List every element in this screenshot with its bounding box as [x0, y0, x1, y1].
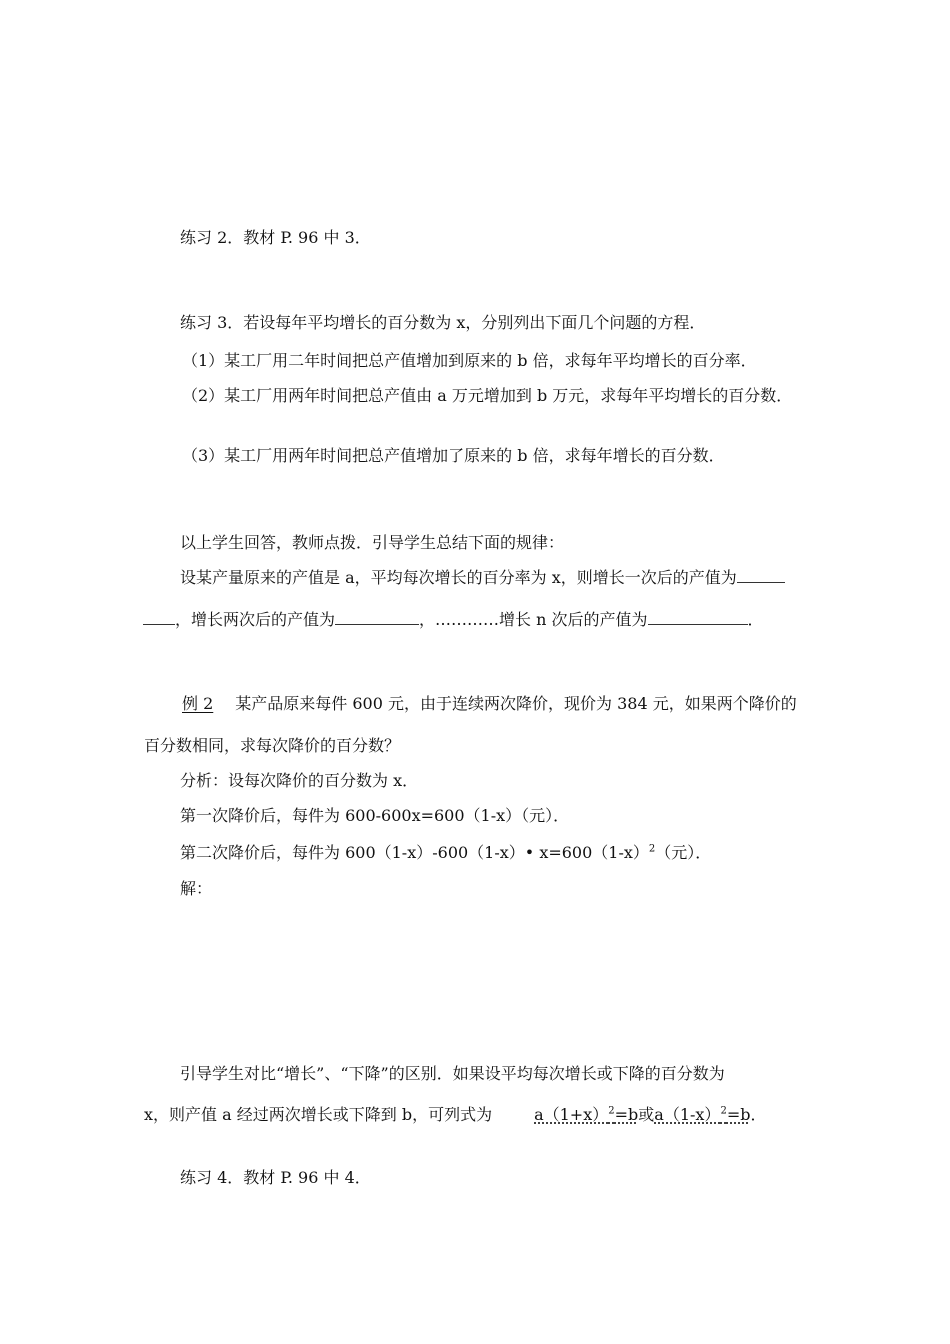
formula-decline-base: a（1-x） — [654, 1105, 721, 1124]
summary-intro: 以上学生回答，教师点拨．引导学生总结下面的规律： — [180, 533, 565, 552]
example-2-step-2-text: 第二次降价后，每件为 600（1-x）-600（1-x）• x=600（1-x） — [180, 843, 649, 862]
rule-line-1 — [180, 568, 785, 588]
answer-blank-second[interactable] — [335, 610, 419, 625]
example-2-label: 例 2 — [182, 694, 214, 713]
example-2-analysis: 分析：设每次降价的百分数为 x． — [180, 771, 419, 790]
practice-4: 练习 4．教材 P. 96 中 4． — [180, 1168, 371, 1187]
answer-blank-first[interactable] — [737, 568, 785, 583]
example-2-step-2 — [180, 843, 711, 863]
practice-3-question-3: （3）某工厂用两年时间把总产值增加了原来的 b 倍，求每年增长的百分数． — [182, 446, 725, 465]
example-2-solution: 解： — [180, 879, 213, 898]
rule-text-2-end: ． — [747, 610, 764, 629]
formula-decline-exponent: 2 — [720, 1105, 727, 1117]
rule-line-2 — [143, 610, 764, 630]
example-2-step-1: 第一次降价后，每件为 600-600x=600（1-x）（元）． — [180, 806, 570, 825]
practice-3-intro: 练习 3．若设每年平均增长的百分数为 x，分别列出下面几个问题的方程． — [180, 313, 706, 332]
comparison-text-2: x，则产值 a 经过两次增长或下降到 b，可列式为 — [144, 1105, 493, 1124]
practice-3-question-2: （2）某工厂用两年时间把总产值由 a 万元增加到 b 万元，求每年平均增长的百分数． — [182, 386, 793, 405]
example-2-text-1: 某产品原来每件 600 元，由于连续两次降价，现价为 384 元，如果两个降价的 — [235, 694, 797, 713]
example-2-line-2: 百分数相同，求每次降价的百分数？ — [144, 736, 401, 755]
rule-text-1: 设某产量原来的产值是 a，平均每次增长的百分率为 x，则增长一次后的产值为 — [180, 568, 737, 587]
formula-growth-exponent: 2 — [608, 1105, 615, 1117]
practice-2: 练习 2．教材 P. 96 中 3． — [180, 228, 371, 247]
practice-3-question-1: （1）某工厂用二年时间把总产值增加到原来的 b 倍，求每年平均增长的百分率． — [182, 351, 757, 370]
formula-growth-base: a（1+x） — [534, 1105, 609, 1124]
formula-decline — [654, 1105, 750, 1124]
rule-text-2a: ，增长两次后的产值为 — [175, 610, 336, 629]
rule-text-2b: ，…………增长 n 次后的产值为 — [419, 610, 648, 629]
comparison-end: ． — [750, 1105, 767, 1124]
example-2-line-1 — [182, 694, 797, 714]
exponent: 2 — [648, 843, 656, 855]
formula-connector: 或 — [638, 1105, 655, 1124]
answer-blank-first-cont[interactable] — [143, 610, 175, 625]
formula-decline-result: =b — [726, 1105, 751, 1124]
answer-blank-nth[interactable] — [648, 610, 748, 625]
comparison-line-1: 引导学生对比“增长”、“下降”的区别．如果设平均每次增长或下降的百分数为 — [180, 1064, 725, 1083]
example-2-step-2-unit: （元）． — [655, 843, 712, 862]
comparison-line-2 — [144, 1105, 766, 1125]
formula-growth — [534, 1105, 638, 1124]
formula-growth-result: =b — [614, 1105, 639, 1124]
